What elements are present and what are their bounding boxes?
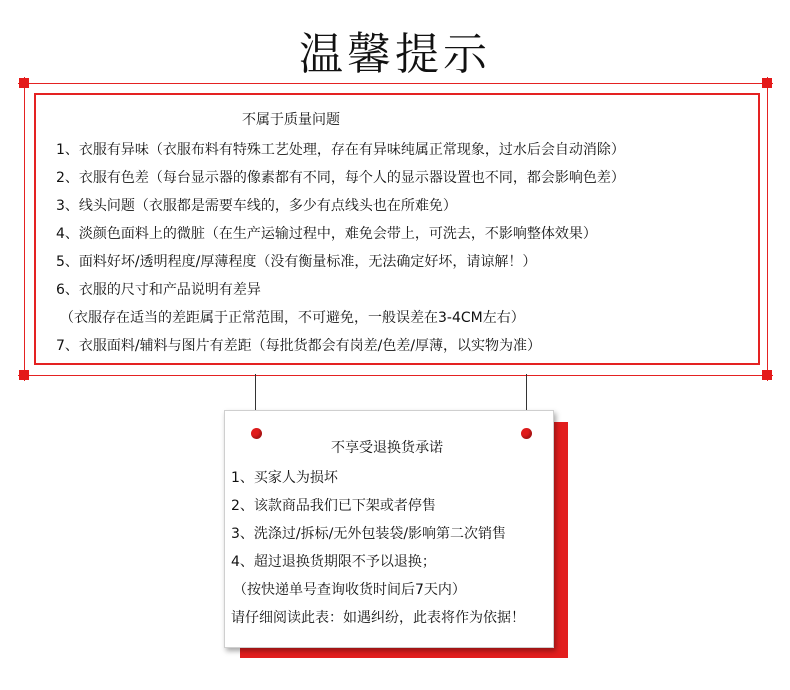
bottom-rule [18, 375, 773, 376]
quality-item-6-note: （衣服存在适当的差距属于正常范围，不可避免，一般误差在3-4CM左右） [60, 310, 525, 326]
corner-square-top-right [762, 78, 772, 88]
returns-warning: 请仔细阅读此表：如遇纠纷，此表将作为依据！ [231, 610, 525, 626]
quality-item-7: 7、衣服面料/辅料与图片有差距（每批货都会有岗差/色差/厚薄，以实物为准） [56, 338, 542, 354]
returns-item-1: 1、买家人为损坏 [231, 470, 338, 486]
corner-square-bottom-left [19, 370, 29, 380]
corner-square-bottom-right [762, 370, 772, 380]
right-rule [767, 77, 768, 381]
quality-item-2: 2、衣服有色差（每台显示器的像素都有不同，每个人的显示器设置也不同，都会影响色差） [56, 170, 625, 186]
returns-item-2: 2、该款商品我们已下架或者停售 [231, 498, 436, 514]
returns-heading: 不享受退换货承诺 [331, 440, 443, 456]
returns-item-4-note: （按快递单号查询收货时间后7天内） [233, 582, 466, 598]
page-title: 温馨提示 [299, 29, 491, 80]
quality-item-4: 4、淡颜色面料上的微脏（在生产运输过程中，难免会带上，可洗去，不影响整体效果） [56, 226, 597, 242]
quality-heading: 不属于质量问题 [242, 112, 340, 128]
top-rule [18, 83, 773, 84]
returns-item-4: 4、超过退换货期限不予以退换； [231, 554, 436, 570]
quality-notice-frame [34, 93, 760, 365]
left-rule [24, 77, 25, 381]
quality-item-3: 3、线头问题（衣服都是需要车线的，多少有点线头也在所难免） [56, 198, 457, 214]
corner-square-top-left [19, 78, 29, 88]
pin-icon [251, 428, 262, 439]
quality-item-5: 5、面料好坏/透明程度/厚薄程度（没有衡量标准，无法确定好坏，请谅解！） [56, 254, 537, 270]
quality-item-1: 1、衣服有异味（衣服布料有特殊工艺处理，存在有异味纯属正常现象，过水后会自动消除） [56, 142, 625, 158]
pin-icon [521, 428, 532, 439]
returns-item-3: 3、洗涤过/拆标/无外包装袋/影响第二次销售 [231, 526, 507, 542]
quality-item-6: 6、衣服的尺寸和产品说明有差异 [56, 282, 261, 298]
return-policy-card [224, 410, 554, 648]
